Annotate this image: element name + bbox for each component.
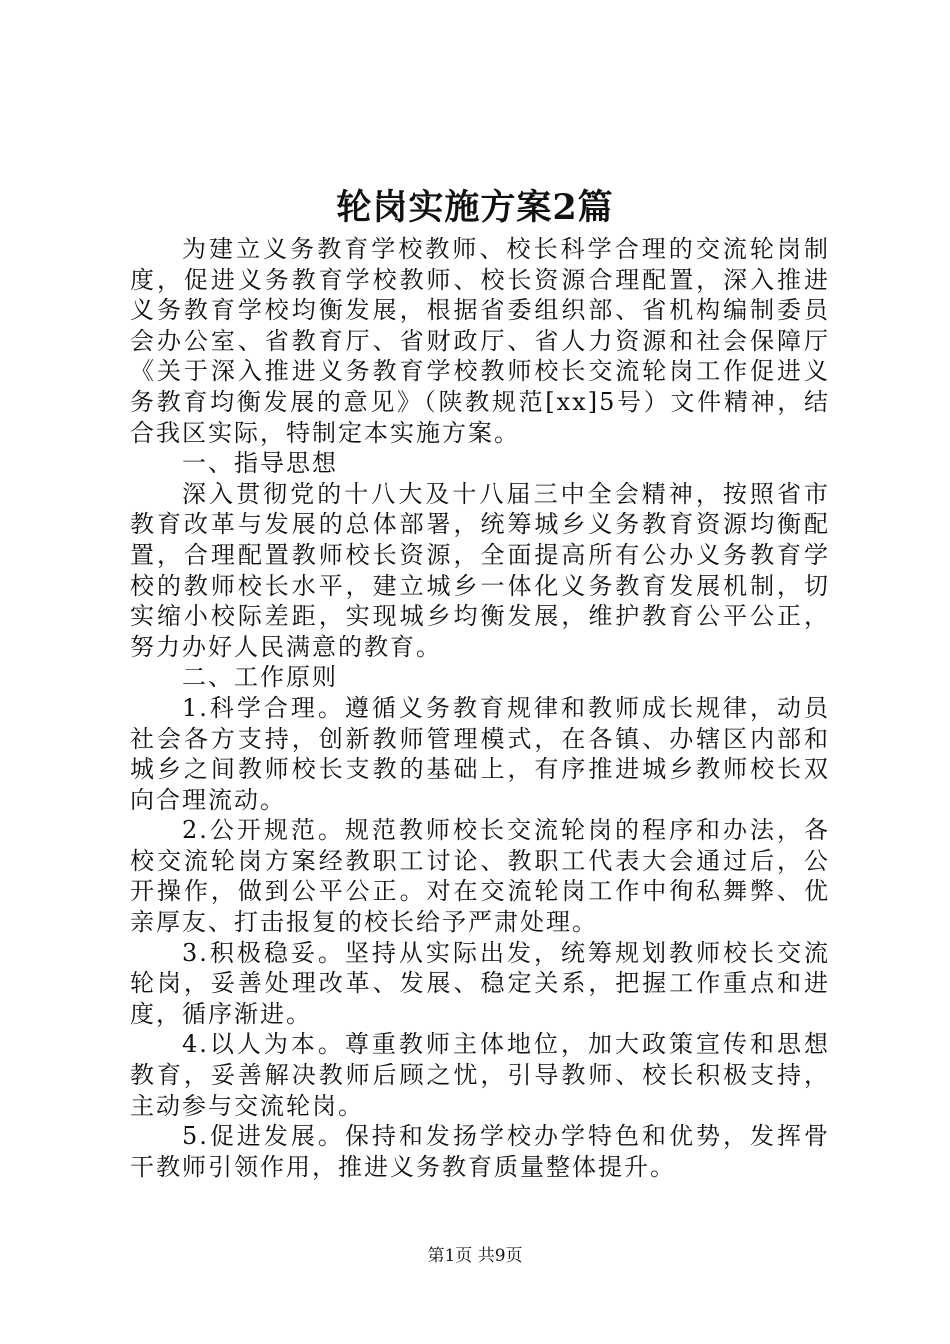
principle-item: 4.以人为本。尊重教师主体地位，加大政策宣传和思想教育，妥善解决教师后顾之忧，引导教师、校长积极支持，主动参与交流轮岗。 [130, 1030, 830, 1120]
principle-item: 5.促进发展。保持和发扬学校办学特色和优势，发挥骨干教师引领作用，推进义务教育质量整体提升。 [130, 1122, 830, 1181]
section-heading-guiding-thought: 一、指导思想 [182, 449, 338, 478]
section-heading-work-principles: 二、工作原则 [182, 663, 338, 692]
document-body [130, 234, 830, 1182]
principle-item: 1.科学合理。遵循义务教育规律和教师成长规律，动员社会各方支持，创新教师管理模式，在各镇、办辖区内部和城乡之间教师校长支教的基础上，有序推进城乡教师校长双向合理流动。 [130, 693, 830, 814]
principle-item: 3.积极稳妥。坚持从实际出发，统筹规划教师校长交流轮岗，妥善处理改革、发展、稳定关系，把握工作重点和进度，循序渐进。 [130, 938, 830, 1028]
page-number-footer: 第1页 共9页 [427, 1246, 523, 1266]
intro-paragraph: 为建立义务教育学校教师、校长科学合理的交流轮岗制度，促进义务教育学校教师、校长资源合理配置，深入推进义务教育学校均衡发展，根据省委组织部、省机构编制委员会办公室、省教育厅、省财政厅、省人力资源和社会保障厅《关于深入推进义务教育学校教师校长交流轮岗工作促进义务教育均衡发展的意见》（陕教规范[xx]5号）文件精神，结合我区实际，特制定本实施方案。 [130, 235, 830, 447]
principle-item: 2.公开规范。规范教师校长交流轮岗的程序和办法，各校交流轮岗方案经教职工讨论、教职工代表大会通过后，公开操作，做到公平公正。对在交流轮岗工作中徇私舞弊、优亲厚友、打击报复的校长给予严肃处理。 [130, 816, 830, 937]
guiding-thought-paragraph: 深入贯彻党的十八大及十八届三中全会精神，按照省市教育改革与发展的总体部署，统筹城乡义务教育资源均衡配置，合理配置教师校长资源，全面提高所有公办义务教育学校的教师校长水平，建立城乡一体化义务教育发展机制，切实缩小校际差距，实现城乡均衡发展，维护教育公平公正，努力办好人民满意的教育。 [130, 479, 830, 661]
document-title: 轮岗实施方案2篇 [336, 187, 614, 228]
